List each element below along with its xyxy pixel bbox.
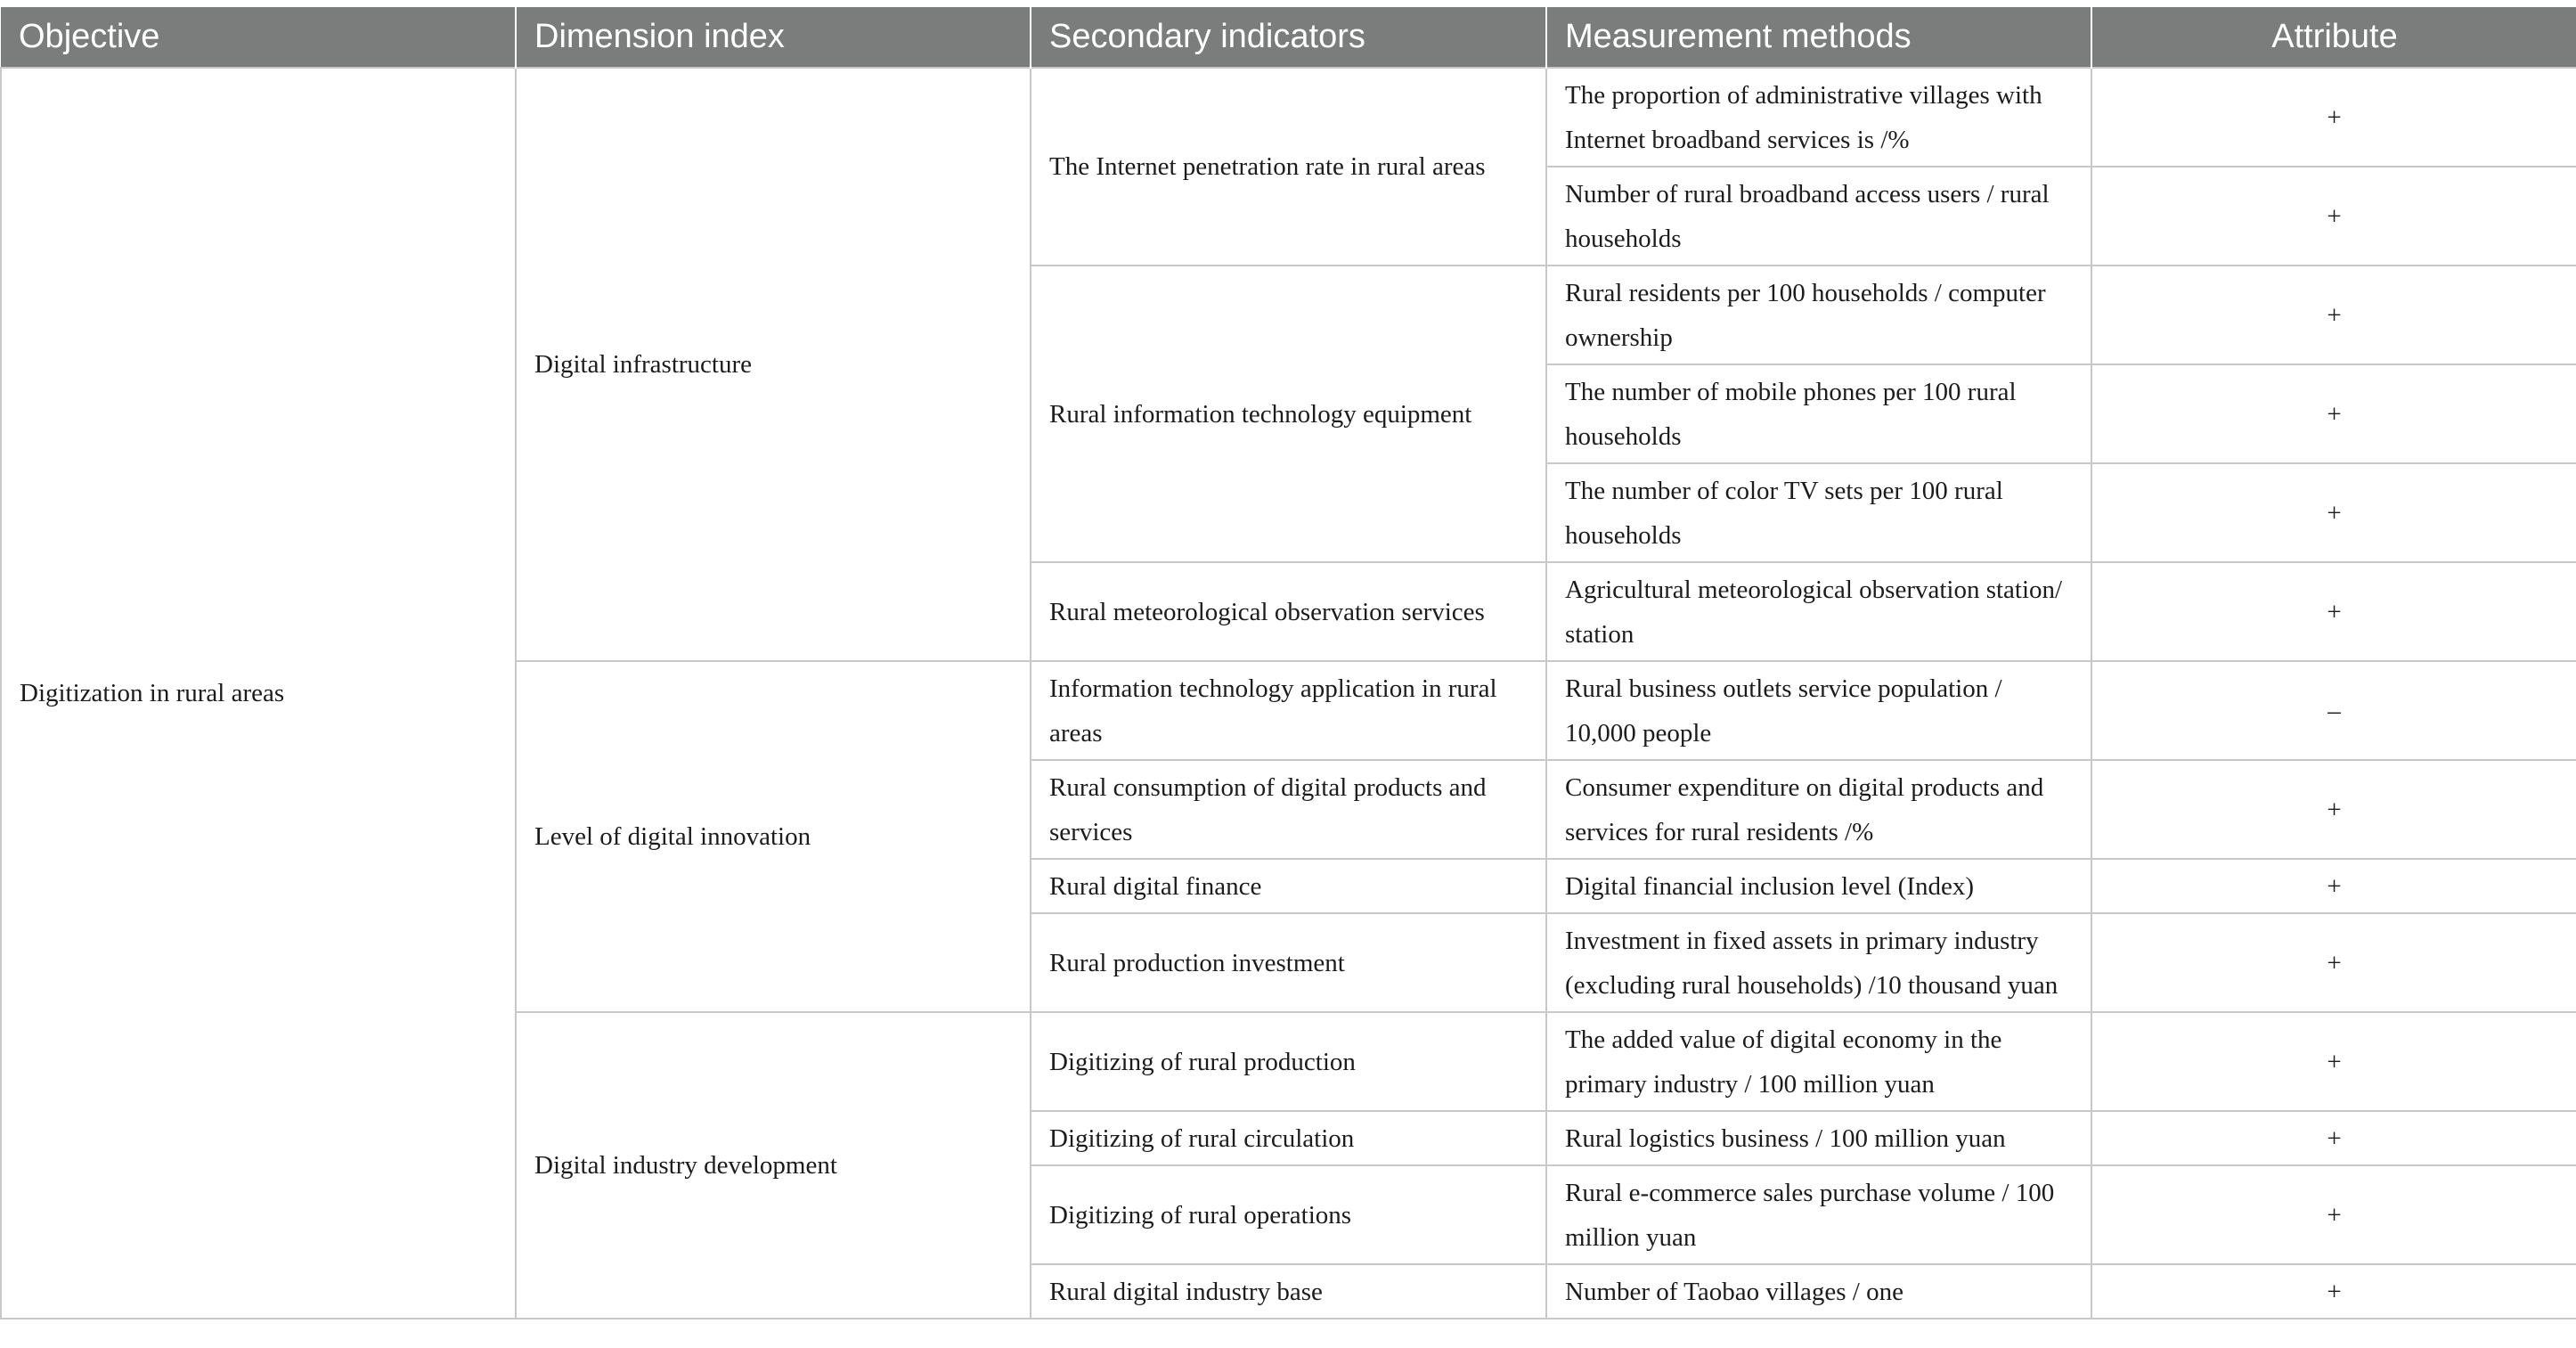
attribute-cell: + [2091, 562, 2576, 661]
secondary-indicator-cell: Rural digital industry base [1031, 1264, 1546, 1319]
header-measurement-methods: Measurement methods [1546, 7, 2091, 68]
attribute-cell: – [2091, 661, 2576, 760]
measurement-method-cell: The added value of digital economy in the primary industry / 100 million yuan [1546, 1012, 2091, 1111]
attribute-cell: + [2091, 859, 2576, 913]
secondary-indicator-cell: Rural meteorological observation services [1031, 562, 1546, 661]
secondary-indicator-cell: Rural consumption of digital products and services [1031, 760, 1546, 859]
attribute-cell: + [2091, 913, 2576, 1012]
table-row [1, 68, 2576, 167]
measurement-method-cell: Digital financial inclusion level (Index) [1546, 859, 2091, 913]
secondary-indicator-cell: Digitizing of rural production [1031, 1012, 1546, 1111]
measurement-method-cell: Rural e-commerce sales purchase volume / 100 million yuan [1546, 1165, 2091, 1264]
secondary-indicator-cell: Digitizing of rural circulation [1031, 1111, 1546, 1165]
attribute-cell: + [2091, 364, 2576, 463]
attribute-cell: + [2091, 167, 2576, 266]
header-secondary-indicators: Secondary indicators [1031, 7, 1546, 68]
secondary-indicator-cell: Rural information technology equipment [1031, 266, 1546, 562]
measurement-method-cell: Number of Taobao villages / one [1546, 1264, 2091, 1319]
attribute-cell: + [2091, 1012, 2576, 1111]
measurement-method-cell: Rural residents per 100 households / computer ownership [1546, 266, 2091, 364]
measurement-method-cell: The number of mobile phones per 100 rural households [1546, 364, 2091, 463]
objective-cell: Digitization in rural areas [1, 68, 516, 1319]
attribute-cell: + [2091, 463, 2576, 562]
measurement-method-cell: The proportion of administrative villages with Internet broadband services is /% [1546, 68, 2091, 167]
secondary-indicator-cell: Rural digital finance [1031, 859, 1546, 913]
attribute-cell: + [2091, 1264, 2576, 1319]
dimension-cell: Level of digital innovation [516, 661, 1031, 1012]
attribute-cell: + [2091, 760, 2576, 859]
measurement-method-cell: Consumer expenditure on digital products and services for rural residents /% [1546, 760, 2091, 859]
measurement-method-cell: Investment in fixed assets in primary industry (excluding rural households) /10 thousand yuan [1546, 913, 2091, 1012]
attribute-cell: + [2091, 68, 2576, 167]
secondary-indicator-cell: The Internet penetration rate in rural areas [1031, 68, 1546, 266]
attribute-cell: + [2091, 266, 2576, 364]
indicator-table [0, 7, 2576, 1319]
header-dimension-index: Dimension index [516, 7, 1031, 68]
secondary-indicator-cell: Information technology application in rural areas [1031, 661, 1546, 760]
measurement-method-cell: Rural logistics business / 100 million yuan [1546, 1111, 2091, 1165]
header-attribute: Attribute [2091, 7, 2576, 68]
attribute-cell: + [2091, 1111, 2576, 1165]
secondary-indicator-cell: Digitizing of rural operations [1031, 1165, 1546, 1264]
table-header-row [1, 7, 2576, 68]
dimension-cell: Digital infrastructure [516, 68, 1031, 661]
secondary-indicator-cell: Rural production investment [1031, 913, 1546, 1012]
header-objective: Objective [1, 7, 516, 68]
measurement-method-cell: The number of color TV sets per 100 rural households [1546, 463, 2091, 562]
measurement-method-cell: Number of rural broadband access users / rural households [1546, 167, 2091, 266]
dimension-cell: Digital industry development [516, 1012, 1031, 1319]
measurement-method-cell: Agricultural meteorological observation station/ station [1546, 562, 2091, 661]
attribute-cell: + [2091, 1165, 2576, 1264]
measurement-method-cell: Rural business outlets service population / 10,000 people [1546, 661, 2091, 760]
